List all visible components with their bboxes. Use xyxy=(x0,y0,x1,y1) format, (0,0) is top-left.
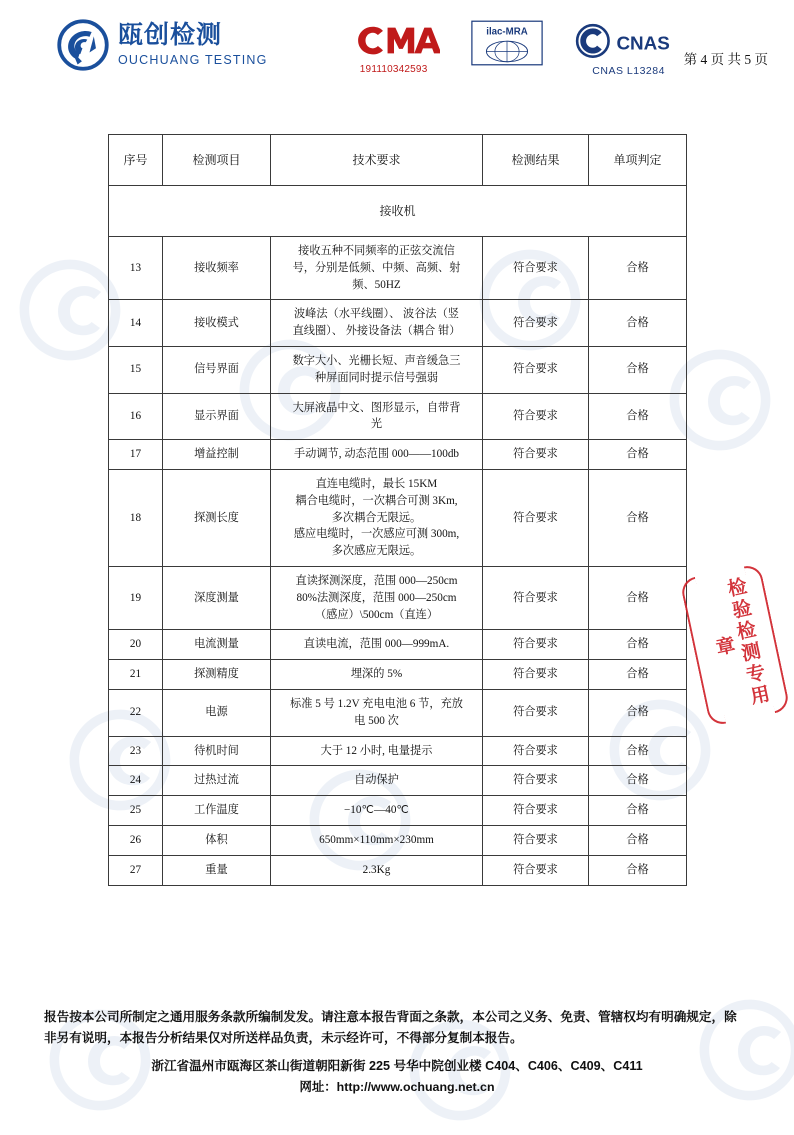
cell-requirement: 数字大小、光栅长短、声音缓急三 种屏面同时提示信号强弱 xyxy=(271,346,483,393)
cma-number: 191110342593 xyxy=(359,64,428,75)
table-body xyxy=(109,135,687,886)
inspection-seal xyxy=(681,564,788,727)
company-logo xyxy=(56,18,304,72)
cell-result: 符合要求 xyxy=(483,796,589,826)
cell-judgement: 合格 xyxy=(589,825,687,855)
cell-no: 19 xyxy=(109,566,163,629)
cell-judgement: 合格 xyxy=(589,300,687,347)
svg-text:ilac-MRA: ilac-MRA xyxy=(485,26,528,38)
cell-requirement: 自动保护 xyxy=(271,766,483,796)
cell-item: 电流测量 xyxy=(163,630,271,660)
footer-terms-line2: 非另有说明，本报告分析结果仅对所送样品负责，未示经许可，不得部分复制本报告。 xyxy=(44,1031,523,1046)
cnas-icon xyxy=(574,20,684,64)
cell-judgement: 合格 xyxy=(589,440,687,470)
seal-text: 检验检测专用章 xyxy=(711,575,771,710)
cell-result: 符合要求 xyxy=(483,237,589,300)
cell-judgement: 合格 xyxy=(589,766,687,796)
cell-no: 20 xyxy=(109,630,163,660)
cell-result: 符合要求 xyxy=(483,566,589,629)
table-row xyxy=(109,237,687,300)
footer-address: 浙江省温州市瓯海区茶山街道朝阳新街 225 号华中院创业楼 C404、C406、C409、C411 xyxy=(151,1059,643,1073)
cell-requirement: 直读电流，范围 000—999mA. xyxy=(271,630,483,660)
table-row xyxy=(109,660,687,690)
cell-no: 16 xyxy=(109,393,163,440)
report-table-container xyxy=(108,134,686,886)
cell-item: 接收模式 xyxy=(163,300,271,347)
cell-item: 深度测量 xyxy=(163,566,271,629)
table-row xyxy=(109,736,687,766)
footer-terms-line1: 报告按本公司所制定之通用服务条款所编制发发。请注意本报告背面之条款，本公司之义务、免责、管辖权均有明确规定，除 xyxy=(44,1010,737,1025)
cell-no: 22 xyxy=(109,689,163,736)
cell-requirement: 手动调节, 动态范围 000——100db xyxy=(271,440,483,470)
cell-result: 符合要求 xyxy=(483,766,589,796)
cell-no: 25 xyxy=(109,796,163,826)
table-row xyxy=(109,689,687,736)
cnas-mark xyxy=(574,20,684,77)
table-header-row xyxy=(109,135,687,186)
cell-requirement: −10℃—40℃ xyxy=(271,796,483,826)
cell-item: 体积 xyxy=(163,825,271,855)
cell-result: 符合要求 xyxy=(483,689,589,736)
cma-icon xyxy=(348,20,440,62)
cell-requirement: 大屏液晶中文、图形显示，自带背 光 xyxy=(271,393,483,440)
table-section-row xyxy=(109,186,687,237)
cell-judgement: 合格 xyxy=(589,660,687,690)
ilac-mra-icon xyxy=(470,20,544,66)
cell-judgement: 合格 xyxy=(589,736,687,766)
column-header-0: 序号 xyxy=(109,135,163,186)
cell-judgement: 合格 xyxy=(589,237,687,300)
report-footer xyxy=(0,1007,794,1095)
cell-result: 符合要求 xyxy=(483,855,589,885)
cell-requirement: 直连电缆时，最长 15KM 耦合电缆时，一次耦合可测 3Km, 多次耦合无限远。 感应电缆时，一次感应可测 300m, 多次感应无限远。 xyxy=(271,469,483,566)
cell-judgement: 合格 xyxy=(589,566,687,629)
table-row xyxy=(109,566,687,629)
cell-judgement: 合格 xyxy=(589,796,687,826)
cell-result: 符合要求 xyxy=(483,346,589,393)
column-header-4: 单项判定 xyxy=(589,135,687,186)
cell-result: 符合要求 xyxy=(483,736,589,766)
cell-item: 接收频率 xyxy=(163,237,271,300)
cell-item: 探测精度 xyxy=(163,660,271,690)
cell-requirement: 接收五种不同频率的正弦交流信 号，分别是低频、中频、高频、射 频、50HZ xyxy=(271,237,483,300)
table-row xyxy=(109,630,687,660)
cell-no: 17 xyxy=(109,440,163,470)
cell-result: 符合要求 xyxy=(483,440,589,470)
cell-no: 23 xyxy=(109,736,163,766)
table-row xyxy=(109,469,687,566)
company-name-cn: 瓯创检测 xyxy=(118,22,223,50)
cell-judgement: 合格 xyxy=(589,469,687,566)
table-row xyxy=(109,796,687,826)
column-header-2: 技术要求 xyxy=(271,135,483,186)
column-header-3: 检测结果 xyxy=(483,135,589,186)
cell-requirement: 2.3Kg xyxy=(271,855,483,885)
cell-requirement: 650mm×110mm×230mm xyxy=(271,825,483,855)
footer-website: 网址：http://www.ochuang.net.cn xyxy=(299,1080,495,1094)
cell-no: 27 xyxy=(109,855,163,885)
cell-judgement: 合格 xyxy=(589,393,687,440)
column-header-1: 检测项目 xyxy=(163,135,271,186)
cell-item: 增益控制 xyxy=(163,440,271,470)
cell-item: 显示界面 xyxy=(163,393,271,440)
cell-requirement: 标准 5 号 1.2V 充电电池 6 节，充放 电 500 次 xyxy=(271,689,483,736)
cell-item: 工作温度 xyxy=(163,796,271,826)
table-row xyxy=(109,766,687,796)
cell-no: 26 xyxy=(109,825,163,855)
cell-judgement: 合格 xyxy=(589,346,687,393)
cnas-number: CNAS L13284 xyxy=(592,65,665,77)
cell-requirement: 波峰法（水平线圈）、 波谷法（竖 直线圈）、 外接设备法（耦合 钳） xyxy=(271,300,483,347)
cell-no: 15 xyxy=(109,346,163,393)
report-header xyxy=(0,0,794,96)
page-number: 第 4 页 共 5 页 xyxy=(683,52,768,67)
accreditation-marks xyxy=(348,20,684,77)
cell-no: 21 xyxy=(109,660,163,690)
cell-no: 14 xyxy=(109,300,163,347)
table-row xyxy=(109,393,687,440)
cma-mark xyxy=(348,20,440,75)
cell-no: 13 xyxy=(109,237,163,300)
cell-result: 符合要求 xyxy=(483,300,589,347)
cell-item: 过热过流 xyxy=(163,766,271,796)
inspection-results-table xyxy=(108,134,687,886)
table-row xyxy=(109,300,687,347)
cell-item: 信号界面 xyxy=(163,346,271,393)
section-title: 接收机 xyxy=(109,186,687,237)
company-name-en: OUCHUANG TESTING xyxy=(118,52,268,67)
cell-item: 待机时间 xyxy=(163,736,271,766)
cell-requirement: 直读探测深度，范围 000—250cm 80%法测深度，范围 000—250cm （感应）\500cm（直连） xyxy=(271,566,483,629)
cell-item: 电源 xyxy=(163,689,271,736)
cell-item: 重量 xyxy=(163,855,271,885)
svg-text:CNAS: CNAS xyxy=(616,32,670,54)
table-row xyxy=(109,825,687,855)
cell-requirement: 埋深的 5% xyxy=(271,660,483,690)
cell-result: 符合要求 xyxy=(483,825,589,855)
cell-requirement: 大于 12 小时, 电量提示 xyxy=(271,736,483,766)
table-row xyxy=(109,855,687,885)
cell-judgement: 合格 xyxy=(589,689,687,736)
cell-no: 24 xyxy=(109,766,163,796)
ouchuang-logo-icon xyxy=(56,18,110,72)
table-row xyxy=(109,440,687,470)
ilac-mra-mark xyxy=(470,20,544,66)
cell-judgement: 合格 xyxy=(589,855,687,885)
cell-item: 探测长度 xyxy=(163,469,271,566)
cell-result: 符合要求 xyxy=(483,660,589,690)
table-row xyxy=(109,346,687,393)
cell-judgement: 合格 xyxy=(589,630,687,660)
cell-no: 18 xyxy=(109,469,163,566)
cell-result: 符合要求 xyxy=(483,469,589,566)
footer-terms xyxy=(0,1007,794,1049)
cell-result: 符合要求 xyxy=(483,393,589,440)
cell-result: 符合要求 xyxy=(483,630,589,660)
